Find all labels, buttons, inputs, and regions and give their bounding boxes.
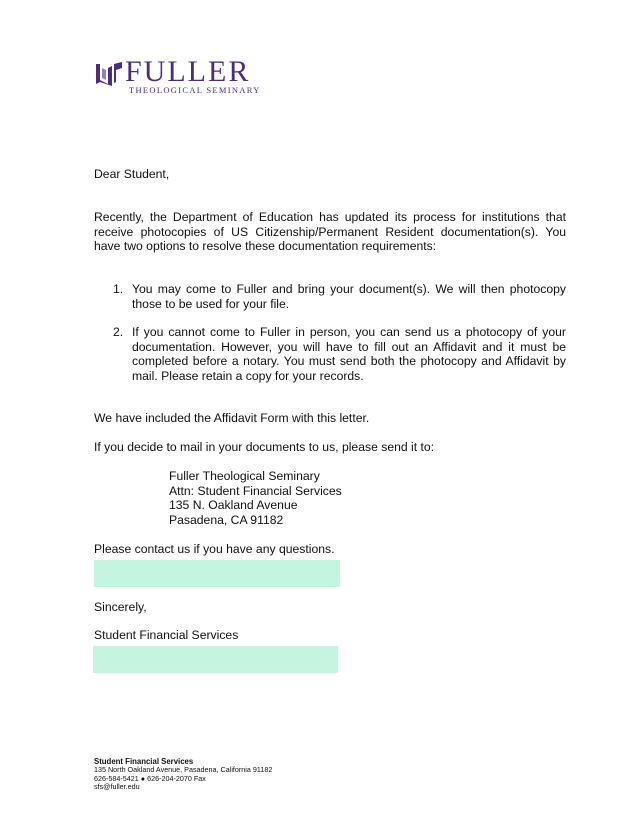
intro-paragraph: Recently, the Department of Education has updated its process for institutions that receive photocopies of US Citizenship/Permanent Resident documentation(s). You have two options to resolve these documentation requirements: <box>94 210 566 254</box>
address-line: 135 N. Oakland Avenue <box>169 498 298 513</box>
closing: Sincerely, <box>94 600 147 614</box>
footer-phone: 626-584-5421 ● 626-204-2070 Fax <box>94 773 206 783</box>
option-2-number: 2. <box>113 325 124 339</box>
highlight-field-1 <box>94 560 340 587</box>
option-1-text: You may come to Fuller and bring your document(s). We will then photocopy those to be used for your file. <box>132 282 566 311</box>
logo-wordmark: FULLER <box>125 55 251 88</box>
address-line: Attn: Student Financial Services <box>169 483 342 498</box>
logo-subtitle: THEOLOGICAL SEMINARY <box>129 85 261 95</box>
option-2-text: If you cannot come to Fuller in person, you can send us a photocopy of your documentation. However, you will have to fill out an Affidavit and it must be completed before a notary. You must send both the photocopy and Affidavit by mail. Please retain a copy for your records. <box>132 325 566 383</box>
address-line: Fuller Theological Seminary <box>169 469 320 483</box>
highlight-field-2 <box>93 646 338 673</box>
fuller-logo <box>94 55 264 98</box>
fuller-seal-icon <box>94 60 124 88</box>
footer <box>94 758 272 792</box>
footer-email: sfs@fuller.edu <box>94 782 140 792</box>
address-line: Pasadena, CA 91182 <box>169 512 284 527</box>
mailing-address <box>169 469 342 527</box>
signature: Student Financial Services <box>94 628 239 642</box>
option-1-number: 1. <box>113 282 124 296</box>
salutation: Dear Student, <box>94 167 170 181</box>
contact-line: Please contact us if you have any questions. <box>94 542 335 556</box>
footer-address: 135 North Oakland Avenue, Pasadena, California 91182 <box>94 765 273 775</box>
included-line: We have included the Affidavit Form with this letter. <box>94 411 370 425</box>
footer-org: Student Financial Services <box>94 757 194 766</box>
mail-instruction: If you decide to mail in your documents to us, please send it to: <box>94 440 435 454</box>
